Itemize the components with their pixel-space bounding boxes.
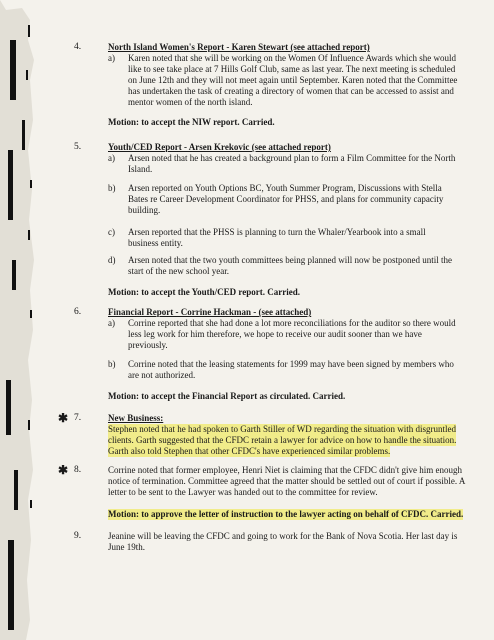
highlighted-line: Stephen noted that he had spoken to Garth Stiller of WD regarding the situation with disgruntled: [108, 424, 457, 434]
motion-line: Motion: to accept the Financial Report as circulated. Carried.: [108, 391, 346, 401]
item-number: 9.: [74, 531, 82, 541]
item-number: 7.: [74, 413, 82, 423]
text-line: Island.: [128, 164, 153, 174]
sub-letter: b): [108, 359, 116, 369]
sub-letter: b): [108, 183, 116, 193]
text-line: less leg work for him therefore, we hope to receive our audit sooner than we have: [128, 329, 422, 339]
sub-letter: a): [108, 153, 115, 163]
motion-line: Motion: to accept the NIW report. Carried.: [108, 117, 275, 127]
binder-edge: [0, 0, 38, 640]
item-heading: Youth/CED Report - Arsen Krekovic (see attached report): [108, 142, 331, 152]
text-line: notice of termination. Committee agreed that the matter should be settled out of court if possible. A: [108, 476, 466, 486]
text-line: Corrine noted that former employee, Henri Niet is claiming that the CFDC didn't give him enough: [108, 465, 463, 475]
text-line: Arsen noted that the two youth committees being planned will now be postponed until the: [128, 255, 452, 265]
highlighted-line: clients. Garth suggested that the CFDC retain a lawyer for advice on how to handle the situation.: [108, 435, 457, 445]
highlighted-line: Garth also told Stephen that other CFDC's have experienced similar problems.: [108, 446, 391, 456]
sub-letter: a): [108, 318, 115, 328]
sub-letter: d): [108, 255, 116, 265]
item-number: 8.: [74, 465, 82, 475]
text-line: business entity.: [128, 238, 183, 248]
motion-line: Motion: to approve the letter of instruction to the lawyer acting on behalf of CFDC. Carried.: [108, 509, 464, 519]
text-line: Arsen reported that the PHSS is planning to turn the Whaler/Yearbook into a small: [128, 227, 426, 237]
asterisk-icon: ✱: [58, 411, 69, 425]
text-line: Corrine noted that the leasing statements for 1999 may have been signed by members who: [128, 359, 454, 369]
text-line: start of the new school year.: [128, 266, 229, 276]
text-line: Karen noted that she will be working on the Women Of Influence Awards which she would: [128, 53, 456, 63]
text-line: building.: [128, 205, 161, 215]
sub-letter: c): [108, 227, 115, 237]
asterisk-icon: ✱: [58, 463, 69, 477]
sub-letter: a): [108, 53, 115, 63]
text-line: mentor women of the north island.: [128, 97, 253, 107]
text-line: Arsen noted that he has created a background plan to form a Film Committee for the North: [128, 153, 456, 163]
text-line: has undertaken the task of creating a directory of women that can be accessed to assist and: [128, 86, 454, 96]
text-line: are not authorized.: [128, 370, 196, 380]
item-heading: Financial Report - Corrine Hackman - (see attached): [108, 307, 312, 317]
text-line: Jeanine will be leaving the CFDC and going to work for the Bank of Nova Scotia. Her last day is: [108, 531, 458, 541]
item-number: 4.: [74, 42, 82, 52]
motion-line: Motion: to accept the Youth/CED report. Carried.: [108, 287, 300, 297]
text-line: previously.: [128, 340, 168, 350]
text-line: Bates re Career Development Coordinator for PHSS, and plans for community capacity: [128, 194, 444, 204]
item-heading: New Business:: [108, 413, 164, 423]
text-line: Arsen reported on Youth Options BC, Youth Summer Program, Discussions with Stella: [128, 183, 442, 193]
text-line: June 19th.: [108, 542, 145, 552]
text-line: letter to be sent to the Lawyer was handed out to the committee for review.: [108, 487, 378, 497]
text-line: Corrine reported that she had done a lot more reconciliations for the auditor so there would: [128, 318, 456, 328]
item-number: 5.: [74, 142, 82, 152]
item-heading: North Island Women's Report - Karen Stewart (see attached report): [108, 42, 370, 52]
text-line: like to see take place at 7 Hills Golf Club, same as last year. The next meeting is scheduled: [128, 64, 456, 74]
item-number: 6.: [74, 307, 82, 317]
text-line: on June 12th and they will not meet again until September. Karen noted that the Committee: [128, 75, 458, 85]
